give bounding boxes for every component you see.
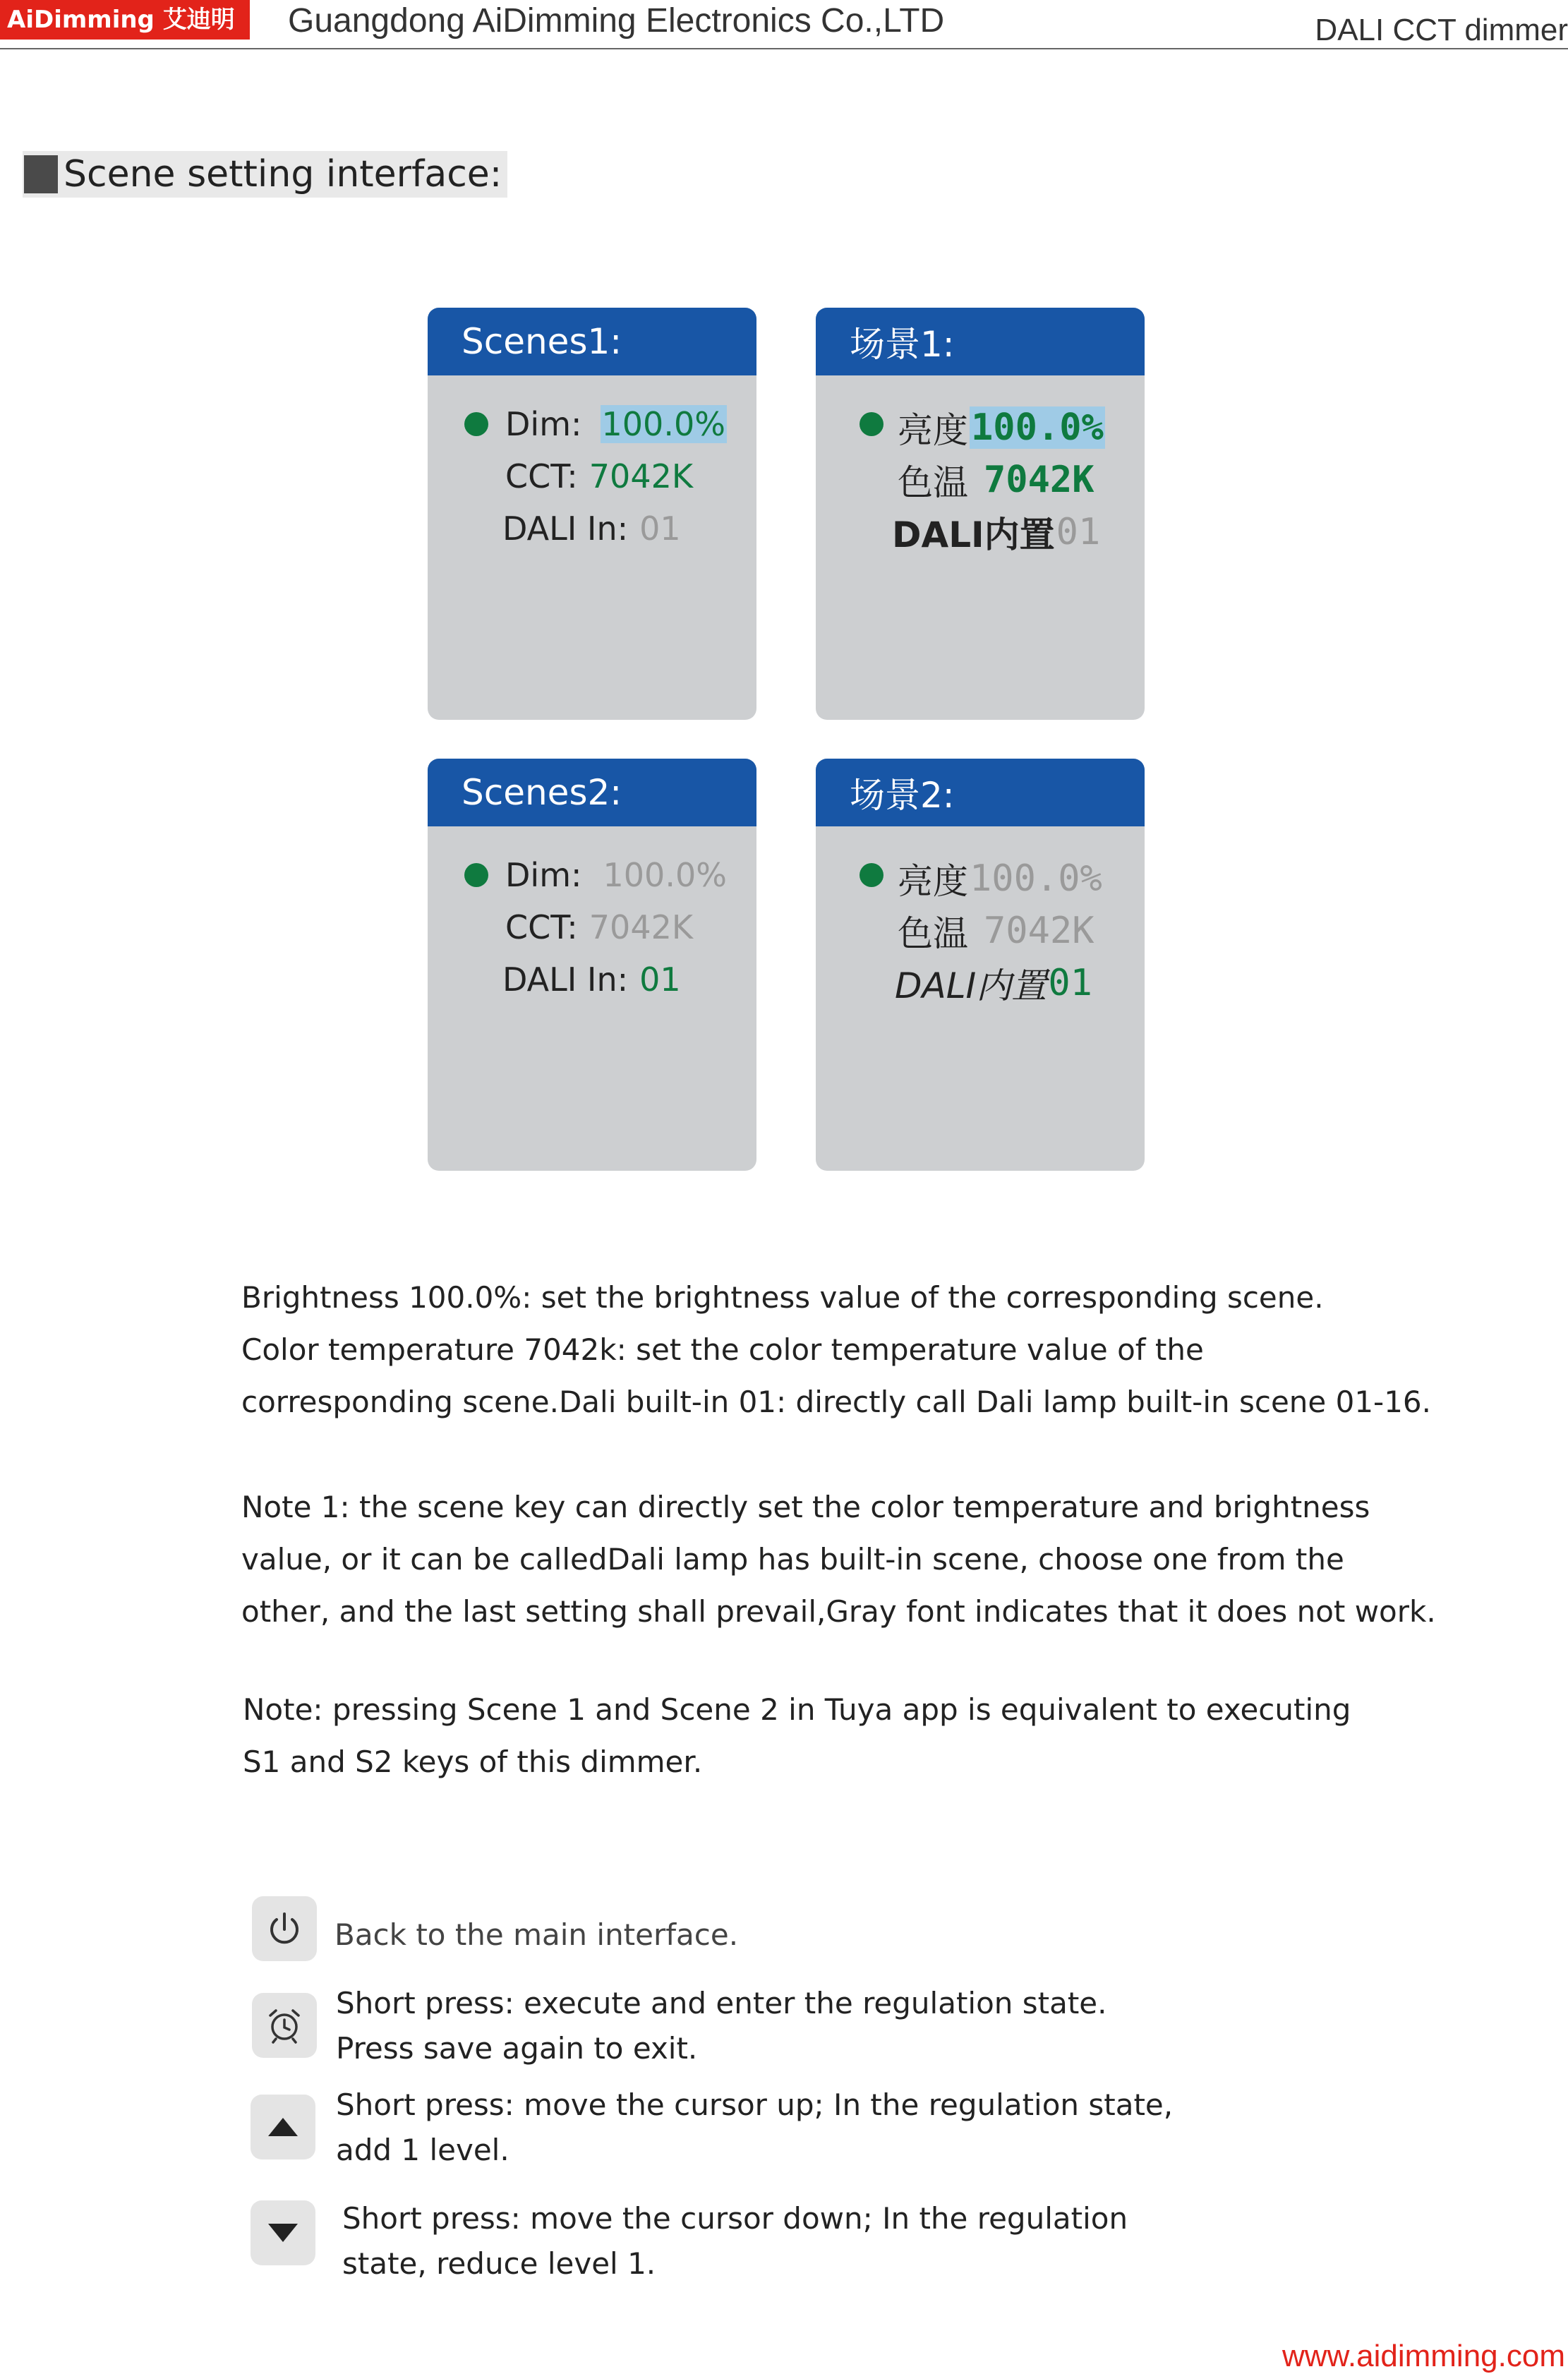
dali-value: 01 — [639, 960, 681, 999]
dim-label: 亮度 — [898, 410, 968, 451]
note2-line: S1 and S2 keys of this dimmer. — [243, 1745, 703, 1779]
key-description-line: add 1 level. — [336, 2133, 509, 2167]
screen-scene1-cn — [816, 308, 1145, 720]
dim-label: Dim: — [505, 405, 582, 443]
dali-label: DALI In: — [502, 960, 629, 999]
note2-paragraph — [243, 1684, 1351, 1788]
alarm-clock-icon — [265, 2006, 304, 2045]
screen-title: Scenes1: — [428, 308, 756, 375]
arrow-up-icon — [267, 2116, 299, 2138]
arrow-down-icon — [267, 2222, 299, 2243]
dim-row — [898, 853, 1102, 904]
power-key — [252, 1896, 317, 1961]
dali-row — [895, 958, 1092, 1008]
cursor-dot-icon — [464, 863, 488, 887]
product-name: DALI CCT dimmer — [1315, 13, 1568, 47]
section-title-text: Scene setting interface: — [64, 153, 502, 195]
cursor-dot-icon — [464, 412, 488, 436]
section-title — [23, 151, 507, 198]
screen-scene2-en — [428, 759, 756, 1171]
dim-value: 100.0% — [971, 406, 1104, 449]
power-key-description — [334, 1912, 738, 1958]
cct-value: 7042K — [984, 910, 1094, 952]
dali-row — [502, 960, 681, 999]
up-key-description — [336, 2083, 1173, 2173]
dali-value: 01 — [1056, 511, 1101, 553]
cct-value: 7042K — [589, 457, 694, 495]
dim-value: 100.0% — [970, 857, 1102, 900]
dali-label: DALI In: — [502, 510, 629, 548]
down-key — [251, 2200, 315, 2265]
key-description-line: Press save again to exit. — [336, 2031, 698, 2066]
brand-logo: AiDimming 艾迪明 — [0, 0, 250, 40]
dim-value: 100.0% — [603, 856, 727, 894]
cct-row — [898, 454, 1094, 505]
screen-scene1-en — [428, 308, 756, 720]
down-key-description — [342, 2196, 1128, 2286]
dali-label: DALI内置 — [892, 514, 1055, 555]
cursor-dot-icon — [860, 412, 883, 436]
cct-value: 7042K — [984, 459, 1094, 501]
note2-line: Note: pressing Scene 1 and Scene 2 in Tuya app is equivalent to executing — [243, 1692, 1351, 1727]
up-key — [251, 2095, 315, 2159]
save-key — [252, 1993, 317, 2058]
description-line: corresponding scene.Dali built-in 01: directly call Dali lamp built-in scene 01-16. — [241, 1385, 1431, 1419]
description-line: Brightness 100.0%: set the brightness value of the corresponding scene. — [241, 1280, 1324, 1315]
cct-label: CCT: — [505, 908, 578, 946]
key-description-line: Short press: move the cursor down; In the regulation — [342, 2201, 1128, 2236]
key-description-line: Back to the main interface. — [334, 1917, 739, 1952]
note1-line: other, and the last setting shall prevail,Gray font indicates that it does not work. — [241, 1594, 1436, 1629]
cct-row — [898, 905, 1094, 956]
note1-paragraph — [241, 1481, 1436, 1638]
dali-label: DALI内置 — [895, 965, 1047, 1006]
cct-value: 7042K — [589, 908, 694, 946]
description-paragraph — [241, 1272, 1431, 1428]
note1-line: value, or it can be calledDali lamp has built-in scene, choose one from the — [241, 1542, 1344, 1577]
cct-label: 色温 — [898, 913, 968, 954]
cct-label: 色温 — [898, 462, 968, 503]
description-line: Color temperature 7042k: set the color temperature value of the — [241, 1332, 1204, 1367]
dim-row — [505, 405, 727, 443]
dim-row — [505, 856, 727, 894]
company-name: Guangdong AiDimming Electronics Co.,LTD — [288, 2, 945, 40]
dim-value: 100.0% — [601, 405, 725, 443]
cct-label: CCT: — [505, 457, 578, 495]
dali-value: 01 — [1048, 962, 1092, 1004]
dim-row — [898, 402, 1105, 453]
key-description-line: state, reduce level 1. — [342, 2246, 656, 2281]
footer-website-link[interactable]: www.aidimming.com — [1282, 2339, 1565, 2373]
cursor-dot-icon — [860, 863, 883, 887]
screen-title: 场景1: — [816, 308, 1145, 375]
dim-label: 亮度 — [898, 861, 968, 902]
dali-row — [502, 510, 681, 548]
save-key-description — [336, 1981, 1107, 2071]
dim-label: Dim: — [505, 856, 582, 894]
screen-title: Scenes2: — [428, 759, 756, 826]
section-marker-icon — [24, 155, 58, 193]
cct-row — [505, 457, 693, 495]
header-divider — [0, 48, 1568, 49]
dali-row — [892, 507, 1100, 558]
key-description-line: Short press: execute and enter the regulation state. — [336, 1986, 1107, 2020]
screen-title: 场景2: — [816, 759, 1145, 826]
dali-value: 01 — [639, 510, 681, 548]
screen-scene2-cn — [816, 759, 1145, 1171]
key-description-line: Short press: move the cursor up; In the regulation state, — [336, 2087, 1174, 2122]
note1-line: Note 1: the scene key can directly set the color temperature and brightness — [241, 1490, 1370, 1524]
power-icon — [265, 1910, 303, 1948]
cct-row — [505, 908, 693, 946]
